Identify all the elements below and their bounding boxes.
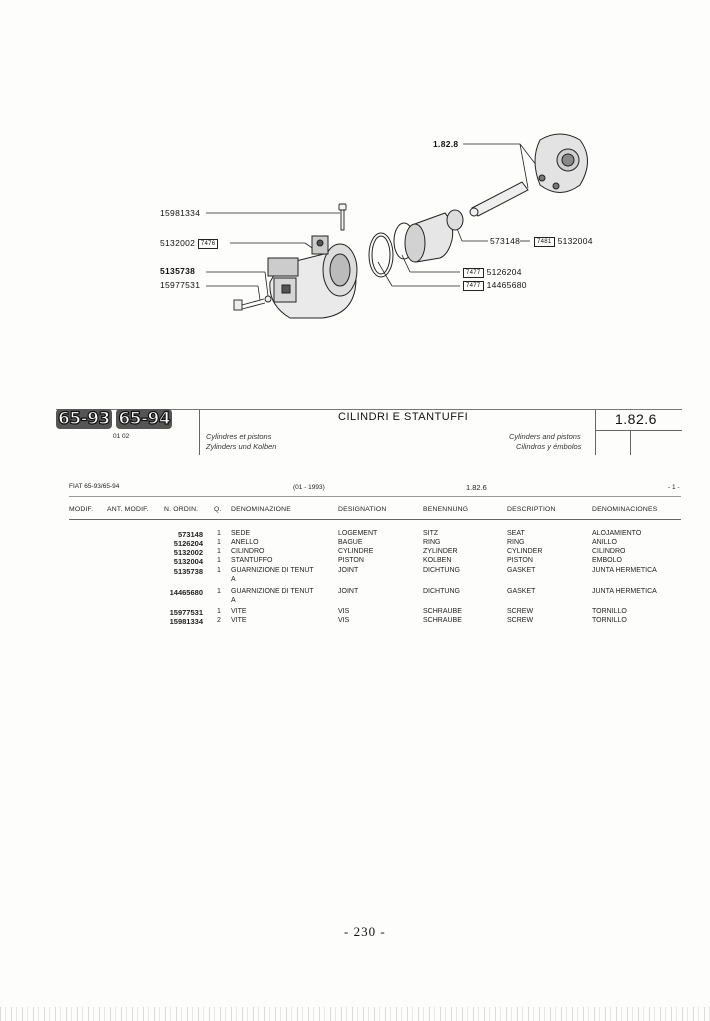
cell-es: ANILLO — [592, 539, 617, 546]
cell-es: CILINDRO — [592, 548, 626, 555]
cell-it: GUARNIZIONE DI TENUT — [231, 588, 314, 595]
cell-de: DICHTUNG — [423, 588, 460, 595]
cell-en: CYLINDER — [507, 548, 543, 555]
cell-it: GUARNIZIONE DI TENUT — [231, 567, 314, 574]
banner-divider-right — [595, 410, 596, 455]
cell-de: SCHRAUBE — [423, 608, 462, 615]
section-divider — [630, 431, 631, 455]
cell-en: SCREW — [507, 617, 534, 624]
part-label-5132002 — [160, 238, 221, 249]
col-designation: DESIGNATION — [338, 506, 387, 513]
cell-es: JUNTA HERMETICA — [592, 588, 657, 595]
cell-es: EMBOLO — [592, 557, 622, 564]
part-number: 5132004 — [557, 236, 593, 246]
part-number: 5126204 — [486, 267, 522, 277]
exploded-diagram — [0, 0, 710, 400]
cell-de: DICHTUNG — [423, 567, 460, 574]
cell-qty: 1 — [217, 557, 221, 564]
cell-en: GASKET — [507, 567, 536, 574]
col-benennung: BENENNUNG — [423, 506, 469, 513]
table-row — [0, 588, 710, 608]
diagram-drawing — [0, 0, 710, 400]
scan-artifact-strip — [0, 1007, 710, 1021]
part-number: 14465680 — [486, 280, 527, 290]
cell-fr: JOINT — [338, 567, 359, 574]
col-denominazione: DENOMINAZIONE — [231, 506, 291, 513]
cell-it: ANELLO — [231, 539, 259, 546]
cell-fr: VIS — [338, 617, 350, 624]
col-modif: MODIF. — [69, 506, 94, 513]
cell-en: SEAT — [507, 530, 525, 537]
cell-code: 15977531 — [169, 608, 203, 617]
cell-note: A — [231, 597, 236, 604]
cell-code: 5132004 — [173, 557, 203, 566]
part-label-5135738: 5135738 — [160, 266, 196, 276]
cell-qty: 1 — [217, 530, 221, 537]
section-rule — [596, 430, 682, 431]
cell-de: KOLBEN — [423, 557, 452, 564]
ref-box: 7481 — [534, 237, 555, 247]
cell-it: VITE — [231, 617, 247, 624]
model-logo-1: 65-93 — [58, 409, 110, 429]
cell-note: A — [231, 576, 236, 583]
cell-it: STANTUFFO — [231, 557, 273, 564]
cell-es: JUNTA HERMETICA — [592, 567, 657, 574]
col-qty: Q. — [214, 506, 222, 513]
page-title: CILINDRI E STANTUFFI — [338, 411, 469, 423]
model-logo-2: 65-94 — [118, 409, 171, 429]
part-label-15981334: 15981334 — [160, 208, 201, 218]
ref-box: 7477 — [463, 268, 484, 278]
col-description: DESCRIPTION — [507, 506, 556, 513]
col-n-ordin: N. ORDIN. — [164, 506, 199, 513]
cell-code: 15981334 — [169, 617, 203, 626]
cell-code: 5126204 — [173, 539, 203, 548]
part-label-15977531: 15977531 — [160, 280, 201, 290]
table-row — [0, 567, 710, 587]
cell-it: SEDE — [231, 530, 251, 537]
cell-de: SCHRAUBE — [423, 617, 462, 624]
meta-rule — [69, 496, 681, 497]
cell-it: CILINDRO — [231, 548, 265, 555]
cell-qty: 2 — [217, 617, 221, 624]
cell-de: RING — [423, 539, 441, 546]
cell-it: VITE — [231, 608, 247, 615]
cell-code: 5132002 — [173, 548, 203, 557]
cell-code: 573148 — [177, 530, 203, 539]
parts-table — [0, 530, 710, 630]
part-label-14465680 — [463, 280, 527, 291]
model-logos — [56, 410, 172, 429]
part-number: 573148 — [490, 236, 521, 246]
ref-box: 7476 — [198, 239, 219, 249]
cell-en: GASKET — [507, 588, 536, 595]
header-rule — [69, 519, 681, 520]
part-label-5126204 — [463, 267, 522, 278]
cell-code: 14465680 — [169, 588, 203, 597]
col-ant-modif: ANT. MODIF. — [107, 506, 149, 513]
period: (01 - 1993) — [293, 484, 325, 491]
cell-fr: JOINT — [338, 588, 359, 595]
cell-es: TORNILLO — [592, 608, 627, 615]
part-label-5132004 — [534, 236, 593, 247]
cell-en: SCREW — [507, 608, 534, 615]
cell-fr: CYLINDRE — [338, 548, 374, 555]
model-ref: FIAT 65-93/65-94 — [69, 483, 120, 490]
cell-en: RING — [507, 539, 525, 546]
subtitle-fr: Cylindres et pistons — [206, 432, 272, 441]
cell-qty: 1 — [217, 608, 221, 615]
cell-code: 5135738 — [173, 567, 203, 576]
cell-en: PISTON — [507, 557, 533, 564]
ref-box: 7477 — [463, 281, 484, 291]
subtitle-en: Cylinders and pistons — [509, 432, 581, 441]
part-label-573148 — [490, 236, 520, 246]
callout-top: 1.82.8 — [433, 139, 459, 149]
cell-fr: PISTON — [338, 557, 364, 564]
cell-de: SITZ — [423, 530, 439, 537]
cell-fr: LOGEMENT — [338, 530, 378, 537]
cell-qty: 1 — [217, 588, 221, 595]
banner-divider-left — [199, 410, 200, 455]
part-number: 5132002 — [160, 238, 196, 248]
cell-de: ZYLINDER — [423, 548, 458, 555]
cell-fr: VIS — [338, 608, 350, 615]
col-denominaciones: DENOMINACIONES — [592, 506, 658, 513]
subtitle-es: Cilindros y émbolos — [516, 442, 582, 451]
page-number: - 230 - — [344, 924, 386, 939]
page-mark: - 1 - — [668, 484, 680, 491]
cell-es: ALOJAMIENTO — [592, 530, 642, 537]
section-number: 1.82.6 — [615, 411, 657, 427]
cell-fr: BAGUE — [338, 539, 363, 546]
table-header — [0, 506, 710, 518]
cell-qty: 1 — [217, 539, 221, 546]
table-row — [0, 557, 710, 567]
subtitle-de: Zylinders und Kolben — [206, 442, 277, 451]
cell-qty: 1 — [217, 548, 221, 555]
cell-es: TORNILLO — [592, 617, 627, 624]
section-ref: 1.82.6 — [466, 483, 487, 492]
table-row — [0, 617, 710, 627]
banner-dates: 01 02 — [113, 433, 130, 440]
cell-qty: 1 — [217, 567, 221, 574]
